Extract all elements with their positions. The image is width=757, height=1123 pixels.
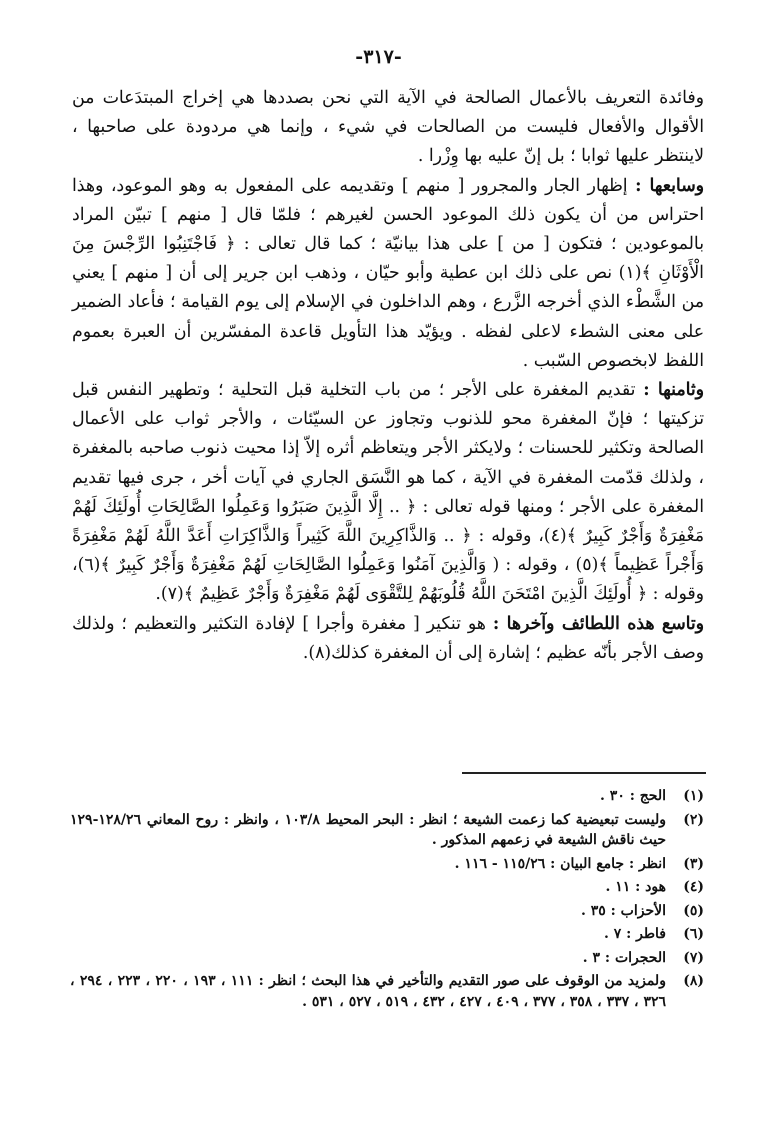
paragraph-heading: وثامنها : <box>643 380 704 401</box>
paragraph-text: وفائدة التعريف بالأعمال الصالحة في الآية التي نحن بصددها هي إخراج المبتدَعات من الأقوال والأفعال فليست من الصالحات في شيء ، وإنما هي مردودة على صاحبها ، لاينتظر عليها ثوابا ؛ بل إنّ عليه بها وِزْرا . <box>72 88 704 167</box>
footnote-text: الحج : ٣٠ . <box>600 788 666 804</box>
paragraph-heading: وسابعها : <box>635 175 704 196</box>
paragraph-text: هو تنكير [ مغفرة وأجرا ] لإفادة التكثير والتعظيم ؛ ولذلك وصف الأجر بأنّه عظيم ؛ إشارة إلى أن المغفرة كذلك(٨). <box>72 613 704 663</box>
footnote-number: (٥) <box>683 902 704 919</box>
paragraph-3 <box>72 376 704 610</box>
paragraph-4 <box>72 610 704 668</box>
footnote-text: الأحزاب : ٣٥ . <box>580 902 666 919</box>
footnote-text: وليست تبعيضية كما زعمت الشيعة ؛ انظر : البحر المحيط ١٠٣/٨ ، وانظر : روح المعاني ١٢٨/٢٦-١٢٩ حيث ناقش الشيعة في زعمهم المذكور . <box>70 811 666 848</box>
footnote-item <box>70 877 704 898</box>
footnote-text: انظر : جامع البيان : ١١٥/٢٦ - ١١٦ . <box>454 855 666 872</box>
footnote-item <box>70 971 704 1012</box>
footnotes <box>70 786 704 1015</box>
paragraph-1 <box>72 84 704 172</box>
paragraph-heading: وتاسع هذه اللطائف وآخرها : <box>492 613 704 634</box>
paragraph-2 <box>72 172 704 376</box>
footnote-number: (١) <box>683 788 704 804</box>
footnote-text: الحجرات : ٣ . <box>582 949 666 966</box>
paragraph-text: تقديم المغفرة على الأجر ؛ من باب التخلية قبل التحلية ؛ وتطهير النفس قبل تزكيتها ؛ فإنّ المغفرة محو للذنوب وتجاوز عن السيّئات ، والأجر ثواب على الأعمال الصالحة وتكثير للحسنات ؛ ولايكثر الأجر ويتعاظم أثره إلاّ إذا محيت ذنوب صاحبه بالمغفرة ، ولذلك قدّمت المغفرة في الآية ، كما هو النَّسَق الجاري في آيات أخر ، جرى فيها تقديم المغفرة على الأجر ؛ ومنها قوله تعالى : ﴿ .. إِلَّا الَّذِينَ صَبَرُوا وَعَمِلُوا الصَّالِحَاتِ أُولَئِكَ لَهُمْ مَغْفِرَةٌ وَأَجْرٌ كَبِيرٌ ﴾(٤)، وقوله : ﴿ .. وَالذَّاكِرِينَ اللَّهَ كَثِيراً وَالذَّاكِرَاتِ أَعَدَّ اللَّهُ لَهُمْ مَغْفِرَةً وَأَجْراً عَظِيماً ﴾(٥) ، وقوله : ( وَالَّذِينَ آمَنُوا وَعَمِلُوا الصَّالِحَاتِ لَهُمْ مَغْفِرَةٌ وَأَجْرٌ كَبِيرٌ ﴾(٦)، وقوله : ﴿ أُولَئِكَ الَّذِينَ امْتَحَنَ اللَّهُ قُلُوبَهُمْ لِلتَّقْوَى لَهُمْ مَغْفِرَةٌ وَأَجْرٌ عَظِيمٌ ﴾(٧). <box>72 380 704 605</box>
footnote-item <box>70 854 704 875</box>
paragraph-text: إظهار الجار والمجرور [ منهم ] وتقديمه على المفعول به وهو الموعود، وهذا احتراس من أن يكون ذلك الموعود الحسن لغيرهم ؛ فلمّا قال [ منهم ] تبيّن المراد بالموعودين ؛ فتكون [ من ] على هذا بيانيّة ؛ كما قال تعالى : ﴿ فَاجْتَنِبُوا الرِّجْسَ مِنَ الْأَوْثَانِ ﴾(١) نص على ذلك ابن عطية وأبو حيّان ، وذهب ابن جرير إلى أن [ منهم ] يعني من الشَّطْء الذي أخرجه الزَّرع ، وهم الداخلون في الإسلام إلى يوم القيامة ؛ فأعاد الضمير على معنى الشطء لاعلى لفظه . ويؤيّد هذا التأويل قاعدة المفسّرين أن العبرة بعموم اللفظ لابخصوص السّبب . <box>72 175 704 371</box>
footnote-item <box>70 924 704 945</box>
footnote-text: هود : ١١ . <box>605 879 666 895</box>
footnote-number: (٤) <box>683 879 704 895</box>
footnote-item <box>70 786 704 807</box>
footnote-number: (٧) <box>683 949 704 966</box>
footnote-number: (٣) <box>683 855 704 872</box>
footnote-number: (٦) <box>683 926 704 942</box>
footnote-item <box>70 810 704 851</box>
footnote-item <box>70 948 704 969</box>
footnote-text: ولمزيد من الوقوف على صور التقديم والتأخير في هذا البحث ؛ انظر : ١١١ ، ١٩٣ ، ٢٢٠ ، ٢٢٣ ، ٢٩٤ ، ٣٢٦ ، ٣٣٧ ، ٣٥٨ ، ٣٧٧ ، ٤٠٩ ، ٤٢٧ ، ٤٣٢ ، ٥١٩ ، ٥٢٧ ، ٥٣١ . <box>70 973 666 1010</box>
main-text <box>72 84 704 668</box>
footnote-text: فاطر : ٧ . <box>603 926 666 942</box>
footnote-divider <box>462 772 706 774</box>
footnote-number: (٢) <box>683 811 704 828</box>
page-number: -٣١٧- <box>355 46 402 68</box>
footnote-number: (٨) <box>683 973 704 989</box>
footnote-item <box>70 901 704 922</box>
